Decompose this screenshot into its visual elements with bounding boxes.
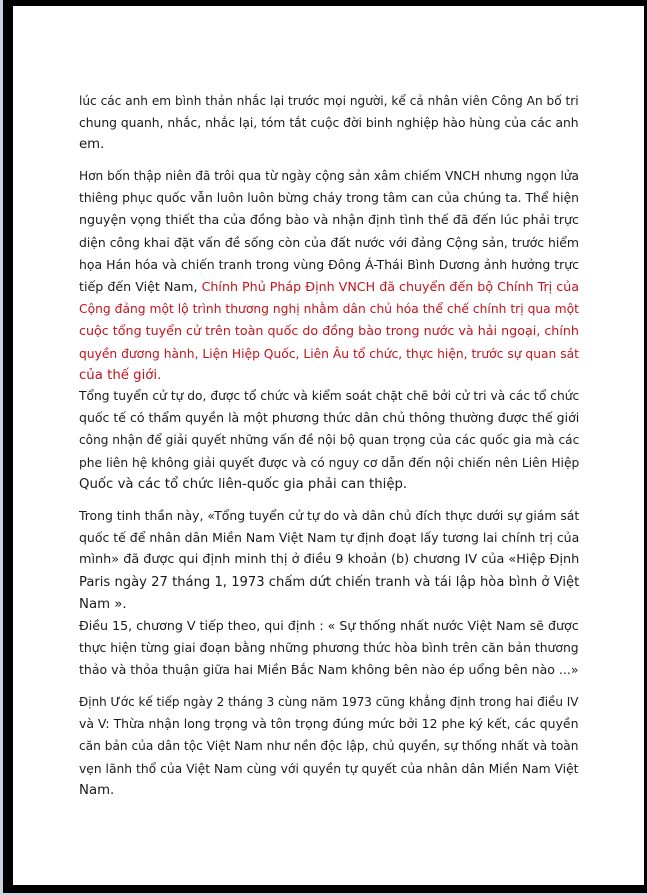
text-segment: em. — [79, 137, 105, 153]
text-line — [79, 385, 579, 407]
text-segment: Nam. — [79, 782, 115, 798]
text-line — [79, 637, 579, 659]
text-segment: Trong tinh thần này, «Tổng tuyển cử tự do và dân chủ đích thực dưới sự giám sát — [79, 509, 580, 523]
document-page — [13, 6, 644, 885]
text-line — [79, 691, 578, 713]
text-line — [79, 758, 578, 780]
highlighted-text: quyền đương hành, Liện Hiệp Quốc, Liên Âu tổ chức, thực hiện, trước sự quan sát — [79, 346, 579, 361]
text-segment: mình» đã được qui định minh thị ở điều 9 khoản (b) chương IV của «Hiệp Định — [79, 552, 580, 568]
text-segment: Quốc và các tổ chức liên-quốc gia phải can thiệp. — [79, 476, 408, 492]
text-line — [79, 165, 579, 187]
text-line — [79, 474, 579, 496]
text-segment: Định Ước kế tiếp ngày 2 tháng 3 cùng năm 1973 cũng khẳng định trong hai điều IV — [79, 695, 579, 709]
text-line — [79, 134, 579, 156]
text-line — [79, 232, 579, 254]
text-segment: tiếp đến Việt Nam, — [79, 278, 202, 294]
text-line — [79, 112, 579, 134]
text-line — [79, 594, 579, 616]
text-segment: và V: Thừa nhận long trọng và tôn trọng đúng mức bởi 12 phe ký kết, các quyền — [79, 716, 579, 732]
text-line — [79, 209, 579, 231]
text-line — [79, 713, 578, 735]
paragraph — [79, 165, 579, 387]
highlighted-text: Cộng đảng một lộ trình thương nghị nhằm dân chủ hóa thể chế chính trị qua một — [79, 302, 579, 317]
text-line — [79, 90, 579, 112]
text-segment: Hơn bốn thập niên đã trôi qua từ ngày cộng sản xâm chiếm VNCH nhưng ngọn lửa — [79, 169, 579, 183]
text-segment: căn bản của dân tộc Việt Nam như nền độc lập, chủ quyền, sự thống nhất và toàn — [79, 739, 579, 754]
text-line — [79, 298, 579, 320]
text-line — [79, 429, 579, 451]
text-segment: thảo và thỏa thuận giữa hai Miền Bắc Nam không bên nào ép uổng bên nào ...» — [79, 662, 579, 678]
paragraph — [79, 90, 579, 157]
text-line — [79, 527, 579, 549]
text-segment: công nhận để giải quyết những vấn đề nội bộ quan trọng của các quốc gia mà các — [79, 433, 580, 448]
text-segment: lúc các anh em bình thản nhắc lại trước mọi người, kể cả nhân viên Công An bố tri — [79, 94, 579, 108]
text-segment: phe liên hệ không giải quyết được và có nguy cơ dẫn đến nội chiến nên Liên Hiệp — [79, 455, 580, 470]
text-segment: Paris ngày 27 tháng 1, 1973 chấm dứt chiến tranh và tái lập hòa bình ở Việt — [79, 574, 580, 590]
text-segment: thiêng phục quốc vẫn luôn luôn bừng cháy trong tâm can của chúng ta. Thể hiện — [79, 191, 579, 206]
paragraph — [79, 505, 579, 616]
text-line — [79, 572, 579, 594]
text-line — [79, 735, 578, 757]
highlighted-text: Chính Phủ Pháp Định VNCH đã chuyển đến bộ Chính Trị của — [201, 278, 579, 294]
text-line — [79, 187, 579, 209]
text-line — [79, 254, 579, 276]
paragraph — [79, 691, 578, 802]
text-line — [79, 407, 579, 429]
page-frame — [3, 0, 647, 893]
highlighted-text: của thế giới. — [79, 367, 162, 383]
text-segment: chung quanh, nhắc, nhắc lại, tóm tắt cuộc đời binh nghiệp hào hùng của các anh — [79, 116, 579, 131]
highlighted-text: cuộc tổng tuyển cử trên toàn quốc do đồng bào trong nước và hải ngoại, chính — [79, 323, 579, 339]
text-segment: Tổng tuyển cử tự do, được tổ chức và kiểm soát chặt chẽ bởi cử tri và các tổ chức — [79, 389, 580, 403]
text-line — [79, 365, 579, 387]
text-segment: nguyện vọng thiết tha của đồng bào và nhận định tình thế đã đến lúc phải trực — [79, 212, 579, 228]
text-line — [79, 505, 579, 527]
text-line — [79, 615, 579, 637]
text-line — [79, 780, 578, 802]
text-segment: Nam ». — [79, 596, 127, 612]
text-segment: diện công khai đặt vấn đề sống còn của đất nước với đảng Cộng sản, trước hiểm — [79, 234, 579, 250]
text-segment: quốc tế để nhân dân Miền Nam Việt Nam tự định đoạt lấy tương lai chính trị của — [79, 530, 580, 546]
text-line — [79, 549, 579, 571]
text-line — [79, 343, 579, 365]
text-segment: vẹn lãnh thổ của Việt Nam cùng với quyền tự quyết của nhân dân Miền Nam Việt — [79, 761, 579, 776]
text-segment: quốc tế có thẩm quyền là một phương thức dân chủ thông thường được thế giới — [79, 410, 580, 426]
text-line — [79, 659, 579, 681]
text-line — [79, 276, 579, 298]
text-line — [79, 452, 579, 474]
text-segment: Điều 15, chương V tiếp theo, qui định : « Sự thống nhất nước Việt Nam sẽ được — [79, 618, 579, 633]
text-segment: họa Hán hóa và chiến tranh trong vùng Đông Á-Thái Bình Dương ảnh hưởng trực — [79, 256, 579, 272]
paragraph — [79, 615, 579, 682]
text-segment: thực hiện từng giai đoạn bằng những phương thức hòa bình trên căn bản thương — [79, 641, 579, 656]
text-line — [79, 320, 579, 342]
paragraph — [79, 385, 579, 496]
